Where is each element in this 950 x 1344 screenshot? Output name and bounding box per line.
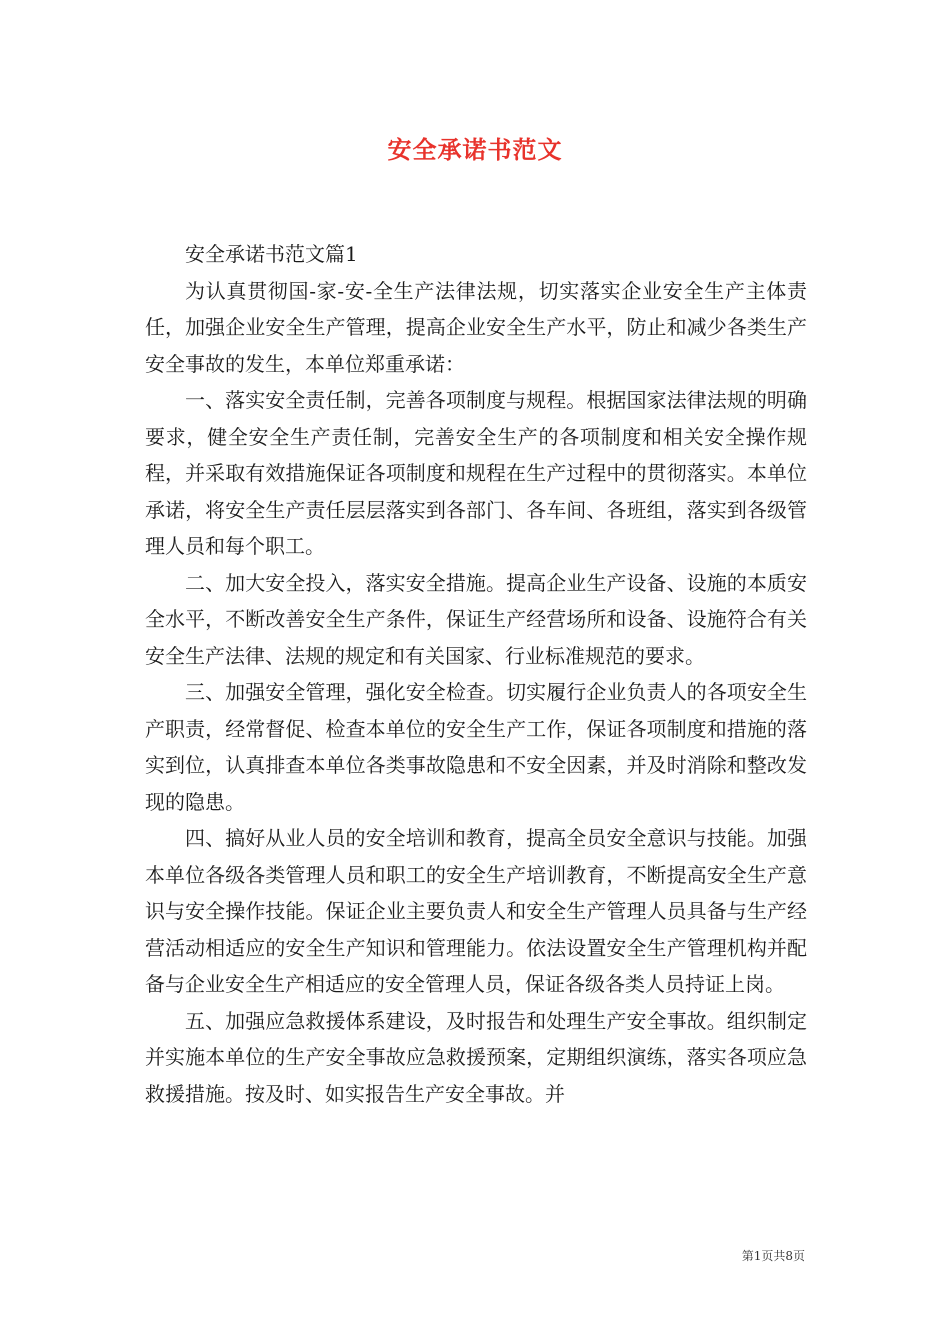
paragraph-item-3: 三、加强安全管理，强化安全检查。切实履行企业负责人的各项安全生产职责，经常督促、检查本单位的安全生产工作，保证各项制度和措施的落实到位，认真排查本单位各类事故隐患和不安全因素，并及时消除和整改发现的隐患。 — [145, 680, 807, 814]
section-heading: 安全承诺书范文篇1 — [185, 242, 358, 266]
paragraph-item-4: 四、搞好从业人员的安全培训和教育，提高全员安全意识与技能。加强本单位各级各类管理人员和职工的安全生产培训教育，不断提高安全生产意识与安全操作技能。保证企业主要负责人和安全生产管理人员具备与生产经营活动相适应的安全生产知识和管理能力。依法设置安全生产管理机构并配备与企业安全生产相适应的安全管理人员，保证各级各类人员持证上岗。 — [145, 826, 807, 996]
paragraph-item-1: 一、落实安全责任制，完善各项制度与规程。根据国家法律法规的明确要求，健全安全生产责任制，完善安全生产的各项制度和相关安全操作规程，并采取有效措施保证各项制度和规程在生产过程中的贯彻落实。本单位承诺，将安全生产责任层层落实到各部门、各车间、各班组，落实到各级管理人员和每个职工。 — [145, 388, 807, 558]
page-number: 第1页共8页 — [741, 1249, 805, 1263]
paragraph-item-2: 二、加大安全投入，落实安全措施。提高企业生产设备、设施的本质安全水平，不断改善安全生产条件，保证生产经营场所和设备、设施符合有关安全生产法律、法规的规定和有关国家、行业标准规范的要求。 — [145, 570, 807, 668]
document-title: 安全承诺书范文 — [387, 135, 563, 164]
document-body — [145, 236, 807, 1112]
paragraph-item-5: 五、加强应急救援体系建设，及时报告和处理生产安全事故。组织制定并实施本单位的生产安全事故应急救援预案，定期组织演练，落实各项应急救援措施。按及时、如实报告生产安全事故。并 — [145, 1008, 807, 1106]
paragraph-intro: 为认真贯彻国-家-安-全生产法律法规，切实落实企业安全生产主体责任，加强企业安全生产管理，提高企业安全生产水平，防止和减少各类生产安全事故的发生，本单位郑重承诺： — [145, 278, 807, 376]
